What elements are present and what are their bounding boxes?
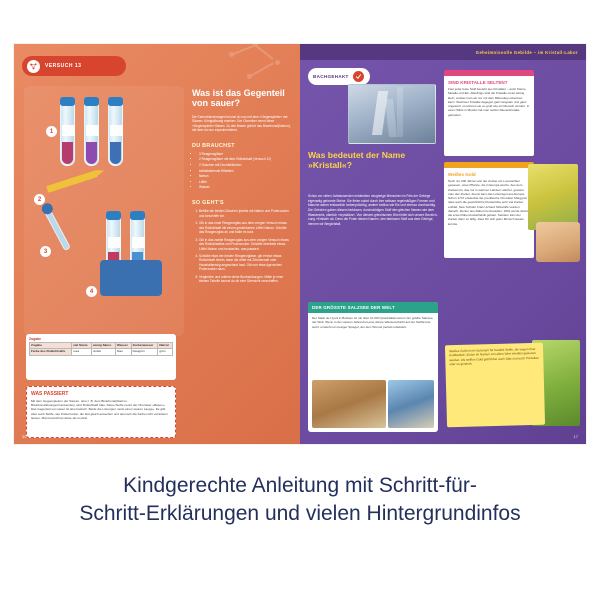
running-header-label: Geheimnisvolle Gebilde – im Kristall-Labor xyxy=(475,49,578,55)
observation-table xyxy=(26,334,176,380)
crystal-photo xyxy=(348,84,436,144)
list-item: • 2 Reagenzgläser mit dem Rotkohlsaft (Versuch 12) xyxy=(199,157,292,162)
salt-lake-heading: DER GRÖSSTE SALZSEE DER WELT xyxy=(308,302,438,313)
list-item: 1. Befülle die beiden Döschen jeweils mit Natron und Puderzucker und beschrifte sie. xyxy=(199,209,292,218)
tube-cap xyxy=(60,97,75,106)
step-marker: 2 xyxy=(34,194,45,205)
list-item: 3. Gib in das zweite Reagenzglas aus dem vorigen Versuch etwas des Rotkohlsaftes und Puderzucker. Schüttle ebenfalls etwas Löffel Natron und beobachte, was passiert. xyxy=(199,238,292,251)
table-header-cell: wenig Säure xyxy=(91,343,115,349)
experiment-badge-label: VERSUCH 13 xyxy=(45,63,82,69)
background-badge-label: BACHGEHAKT xyxy=(313,74,349,79)
results-table xyxy=(29,342,173,356)
result-box xyxy=(26,386,176,438)
check-icon xyxy=(353,71,364,82)
page-number: 17 xyxy=(573,434,578,439)
experiment-badge xyxy=(22,56,126,76)
intro-text: Die Farbveränderungen kennst du nun mit dem »Gegenspieler« der Säuren: Königslösung machen. Der Chemiker nennt diese »Gegenspieler« Basen. Zu den Basen gehört das Bicarbonat(Natron), mit dem du nun experimentierst. xyxy=(192,114,291,133)
steps-list xyxy=(192,209,292,284)
list-item: 5. Vergleiche und notiere deine Beobachtungen. Mittel je einer kleinen Tabelle kannst du dir eine Übersicht verschaffen. xyxy=(199,275,292,284)
sugar-beet-photo xyxy=(528,164,578,230)
article-body: Schon vor vielen Jahrtausenden entdeckten neugierige Menschen im Fels der Gebirge eigenartig geformte Steine. Sie fielen sofort durch ihre seltsam regelmäßigen Formen und Manche waren erstaunlich farbenprächtig, andere farblos wie Eis und ebenso durchsichtig. Die Griechen gaben diesem farblosen, durchsichtigen Stoff den gleichen Namen wie dem Wasserzeis, nämlich »crystallos«. Von diesem griechischen Wort leitet sich unsere Bezeichnung »Kristall« ab. Denn die Poten diesen Namen, den farblosen Stoff aus dem Gebirge, nennen wir Bergkristall. xyxy=(308,194,438,226)
caption-line-2: Schritt-Erklärungen und vielen Hintergrundinfos xyxy=(79,502,521,526)
salt-lake-photo xyxy=(312,380,386,428)
page-title: Was ist das Gegenteil von sauer? xyxy=(192,88,285,109)
result-text: Mit dem Gegenspielern der Säuren, also z. B. dem Bicarbonat(Natron-Bicarbonatlösungen/verwendet), wird Rotkohlsaft blau. Diese Stoffe nennt der Chemiker »Basen«. Das Gegenteil von sauer ist also basisch. Beide die Lösungen meist einen sauren Lauge«. Es gibt aber auch Stoffe, wie Puderzucker, die fast gleich aussehen und dennoch die Farbe nicht verändern lassen. Man bezeichnet diese als neutral. xyxy=(31,399,168,420)
white-gold-heading: Weißes Gold xyxy=(448,172,476,177)
crystals-rare-heading: SIND KRISTALLE SELTEN? xyxy=(448,80,508,85)
table-row-label: Farbe des Rotkohlsafts xyxy=(30,349,72,355)
caption-line-1: Kindgerechte Anleitung mit Schritt-für- xyxy=(123,474,477,497)
crystals-rare-card xyxy=(444,70,534,156)
tube-rack xyxy=(100,260,162,296)
list-item: • 2 Döschen mit Dochtkölbchen xyxy=(199,163,292,168)
white-gold-card xyxy=(444,162,534,258)
list-item: 4. Schüttle etwa der beiden Reagenzgläser, gib erneut etwas Rotkohlsaft hinein, dann die dritte mit Zitronensaft oder Haushaltsessig angeschaut hast. Gib nun etwa Agenzchen Puderzucker dazu. xyxy=(199,254,292,272)
table-header-cell: Zuckerwasser xyxy=(131,343,158,349)
list-item: 2. Gib in das erste Reagenzglas aus dem vorigen Versuch etwas des Rotkohlsaft mit einem gestrichenen Löffel Natron. Schütte das Reagenzglas an und halte es kurz. xyxy=(199,221,292,234)
left-page xyxy=(14,44,300,444)
list-item: • selbstklebende Etiketten xyxy=(199,169,292,174)
page-number: 30 xyxy=(22,434,27,439)
steps-heading: SO GEHT'S xyxy=(192,200,224,207)
salt-crystal-photo xyxy=(388,380,434,428)
table-header-cell: Zugabe xyxy=(30,343,72,349)
salt-lake-text: Der Salar de Uyuni in Bolivien ist mit über 10 000 Quadratkilometern der größte Salzsee der Welt. Wenn in der nassen Jahreszeit eine dünne Wasserschicht auf der Salzkruste steht, entsteht ein riesiger Spiegel, der den Himmel perfekt reflektiert. xyxy=(312,316,433,329)
tube-cap xyxy=(130,211,145,220)
right-page xyxy=(300,44,586,444)
table-header-cell: Wasser xyxy=(115,343,131,349)
white-gold-note-text: Weißes Gold ist ein Synonym für Kandisl Stoffe, die wegen ihrer Kostbarkeit »Gold« im Namen von allem Wert erhalten gewesen wurden. Als weißes Gold galt früher auch Salz und auch Porzellan oder so genannt. xyxy=(449,346,539,366)
tube-cap xyxy=(84,97,99,106)
running-header xyxy=(300,44,586,60)
white-gold-text: Noch vor 200 Jahren war der Zucker ein Luxusartikel gewesen, einer Pflanze, die in Europa wuchs. Aus dem Zuckerrohr, das nur in warmen Ländern wächst, gewann man den Zucker. Zuerst kam das Lebensgut aus Europa. Schon 1747 entdeckte der preußische Chemiker Marggraf, dass auch die gewöhnliche Runkelrübe sehr viel Zucker enthält. Sein Schüler Franz Achard hilfsstoffe wurden danach, Zucker aus Rüben herzustellen. 1801 wurde damit die erste Rübenzuckerfabrik gebaut. Seitdem kam der Zucker dann so billig, dass ihn sich jeder Mensch leisten konnte. xyxy=(448,179,528,226)
step-marker: 1 xyxy=(46,126,57,137)
tube-cap xyxy=(108,97,123,106)
table-cell: rosa xyxy=(72,349,92,355)
crystals-rare-text: Fast jeder feste Stoff besteht aus Kristallen – auch Steine, Metalle und Eis. Allerdings sind die Kristalle meist winzig klein, sodass man sie nur mit dem Mikroskop erkennen kann. Wachsen Kristalle dagegen ganz langsam und ganz ungestört, so können sie so groß wie ein Mensch werden. In einer Höhle in Mexiko hat man solche Riesenkristalle gefunden. xyxy=(448,87,530,117)
molecule-icon xyxy=(27,60,40,73)
salt-lake-card xyxy=(308,302,438,432)
table-cell: blaugrün xyxy=(131,349,158,355)
tube-cap xyxy=(106,211,121,220)
table-header-cell: Natron xyxy=(158,343,173,349)
step-marker: 4 xyxy=(86,286,97,297)
table-cell: blau xyxy=(115,349,131,355)
article-title: Was bedeutet der Name »Kristall«? xyxy=(308,150,406,171)
table-header-cell: viel Säure xyxy=(72,343,92,349)
table-cell: violett xyxy=(91,349,115,355)
materials-list xyxy=(192,152,292,190)
test-tube xyxy=(60,104,75,166)
list-item: • Löffel xyxy=(199,180,292,185)
test-tube xyxy=(84,104,99,166)
experiment-illustration xyxy=(24,86,184,336)
hand-photo xyxy=(536,222,580,262)
white-gold-note xyxy=(445,343,545,428)
background-badge xyxy=(308,68,370,85)
test-tube xyxy=(108,104,123,166)
book-spread xyxy=(14,44,586,444)
left-text-column xyxy=(192,88,292,287)
result-heading: WAS PASSIERT xyxy=(31,391,69,397)
list-item: • 3 Reagenzgläser xyxy=(199,152,292,157)
caption xyxy=(0,472,600,529)
table-cell: grün xyxy=(158,349,173,355)
list-item: • Wasser xyxy=(199,185,292,190)
list-item: • Natron xyxy=(199,174,292,179)
step-marker: 3 xyxy=(40,246,51,257)
materials-heading: DU BRAUCHST xyxy=(192,142,235,149)
table-caption: Zugabe xyxy=(29,337,42,341)
table-row xyxy=(30,349,173,355)
